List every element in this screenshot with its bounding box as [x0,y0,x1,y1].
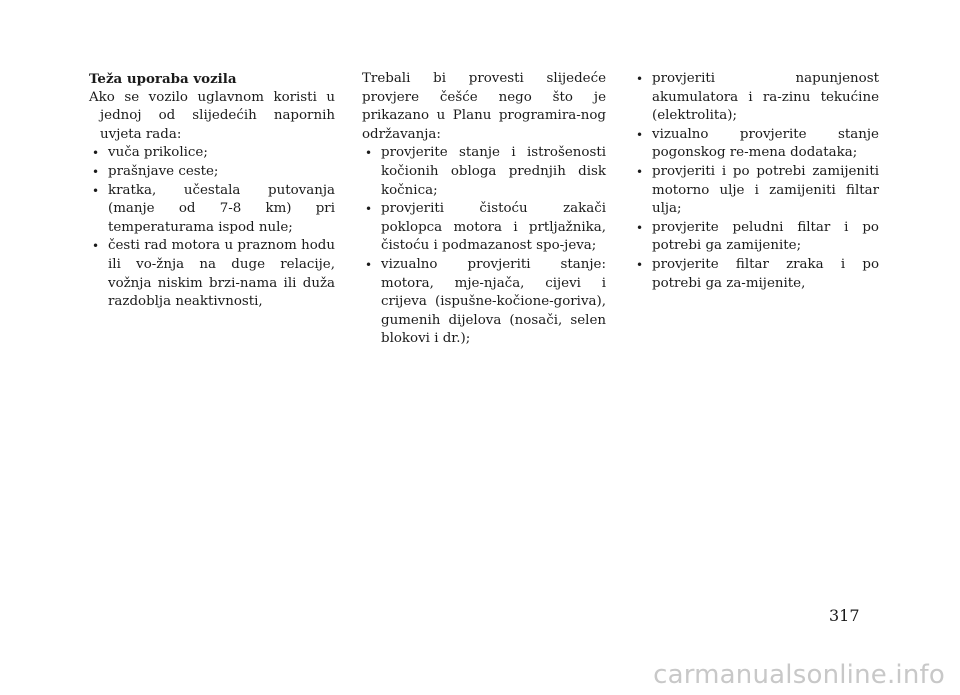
list-item-text: provjeriti čistoću zakači poklopca motora i prtljažnika, čistoću i podmazanost spo-jeva; [381,201,606,254]
list-item-text: provjeriti napunjenost akumulatora i ra-zinu tekućine (elektrolita); [652,71,879,124]
list-item [633,126,879,163]
bullet-list [362,144,606,349]
left-column [89,70,335,312]
right-column [633,70,879,293]
list-item-text: provjerite peludni filtar i po potrebi ga zamijenite; [652,219,879,254]
list-item [362,256,606,349]
middle-column [362,70,606,349]
list-item [89,182,335,238]
list-item-text: česti rad motora u praznom hodu ili vo-žnja na duge relacije, vožnja niskim brzi-nama ili duža razdoblja neaktivnosti, [108,238,335,310]
list-item-text: prašnjave ceste; [108,163,219,179]
bullet-list [633,70,879,293]
list-item [633,256,879,293]
list-item [633,163,879,219]
list-item [362,200,606,256]
bullet-icon: • [636,72,644,86]
intro-paragraph: Ako se vozilo uglavnom koristi u jednoj od slijedećih napornih uvjeta rada: [89,89,335,142]
page-number: 317 [829,606,860,625]
list-item-text: kratka, učestala putovanja (manje od 7-8 km) pri temperaturama ispod nule; [108,182,335,235]
bullet-icon: • [636,257,644,272]
list-item-text: provjerite stanje i istrošenosti kočionih obloga prednjih disk kočnica; [381,145,606,198]
bullet-icon: • [365,257,373,272]
list-item [633,70,879,126]
bullet-icon: • [636,220,644,235]
list-item-text: provjeriti i po potrebi zamijeniti motorno ulje i zamijeniti filtar ulja; [652,163,879,217]
bullet-icon: • [92,239,100,254]
bullet-icon: • [636,164,644,179]
list-item-text: vizualno provjeriti stanje: motora, mje-njača, cijevi i crijeva (ispušne-kočione-goriva), gumenih dijelova (nosači, selen blokovi i dr.); [381,256,606,347]
list-item [362,144,606,200]
bullet-icon: • [365,146,373,161]
bullet-list [89,144,335,311]
list-item [89,237,335,311]
bullet-icon: • [365,202,373,217]
section-heading: Teža uporaba vozila [89,71,237,87]
list-item-text: vuča prikolice; [108,145,208,161]
bullet-icon: • [92,164,100,179]
bullet-icon: • [92,146,100,161]
bullet-icon: • [636,127,644,142]
list-item [633,219,879,256]
bullet-icon: • [92,183,100,198]
list-item-text: vizualno provjerite stanje pogonskog re-mena dodataka; [652,126,879,161]
list-item [89,144,335,163]
intro-paragraph: Trebali bi provesti slijedeće provjere češće nego što je prikazano u Planu programira-nog održavanja: [362,71,606,142]
list-item [89,163,335,182]
watermark: carmanualsonline.info [653,660,945,690]
list-item-text: provjerite filtar zraka i po potrebi ga za-mijenite, [652,256,879,291]
